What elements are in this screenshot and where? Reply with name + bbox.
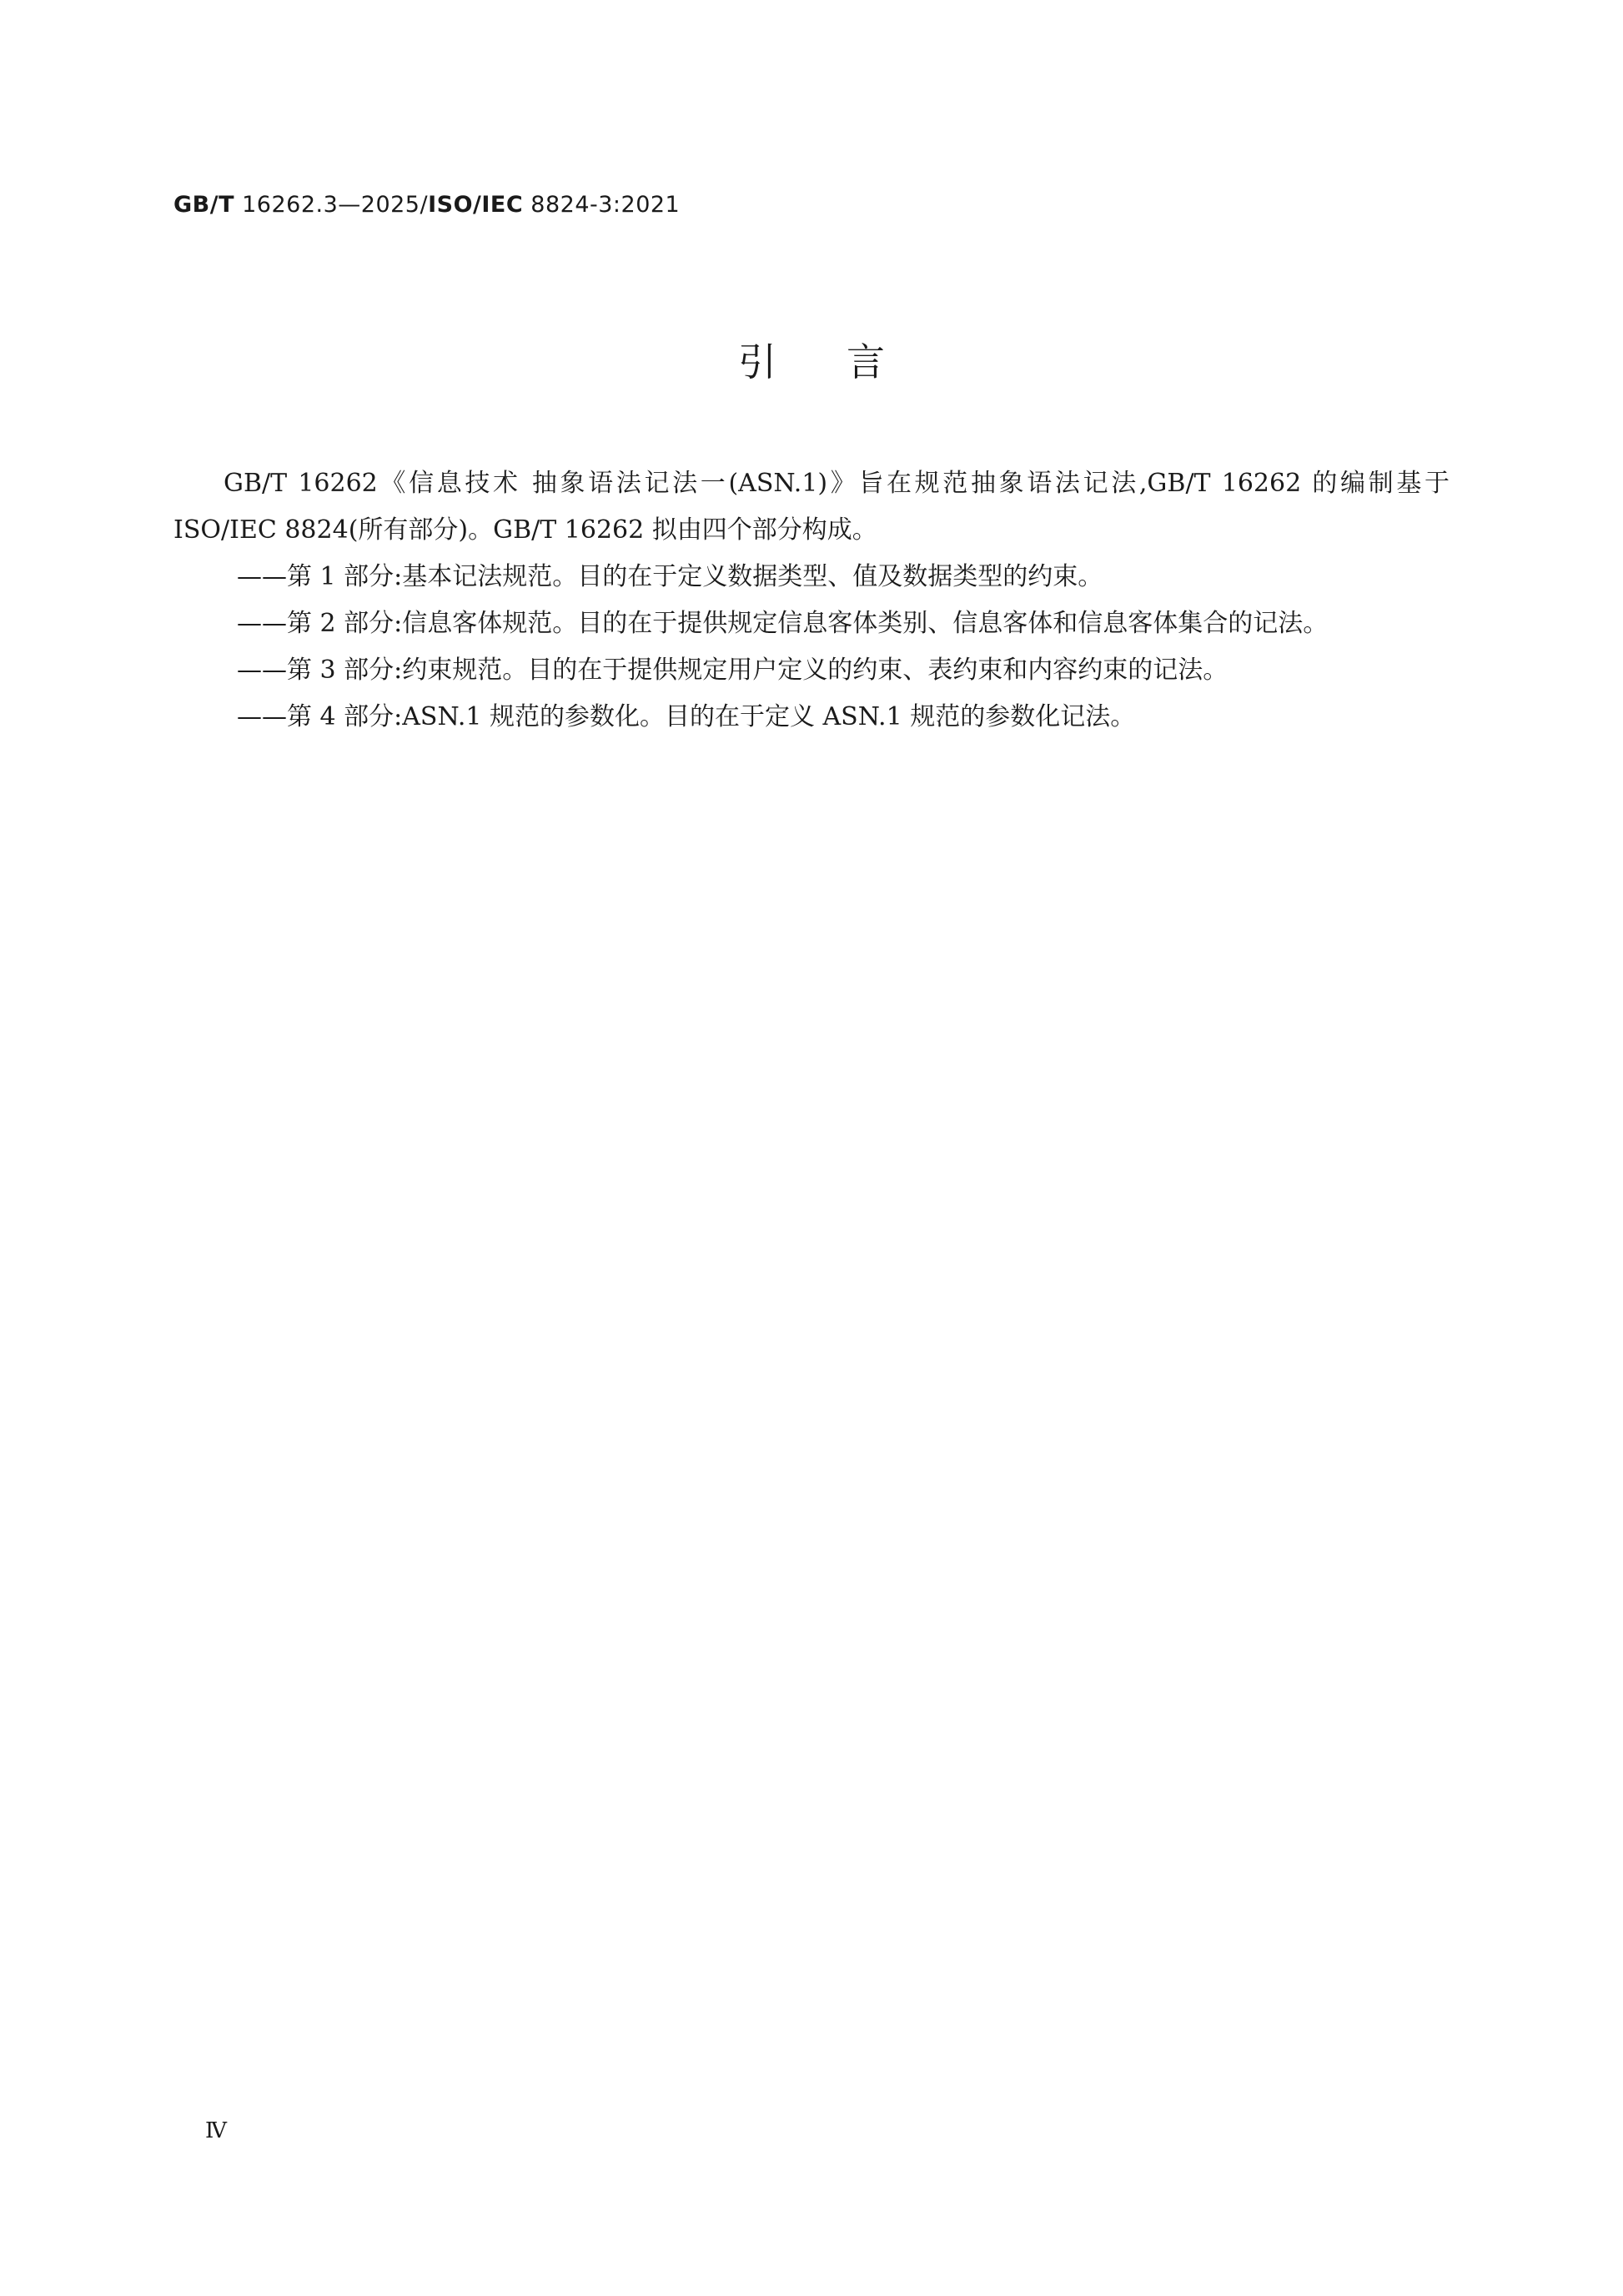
part-3-item: ——第 3 部分:约束规范。目的在于提供规定用户定义的约束、表约束和内容约束的记法。 bbox=[237, 656, 1229, 685]
part-2-item: ——第 2 部分:信息客体规范。目的在于提供规定信息客体类别、信息客体和信息客体集合的记法。 bbox=[237, 609, 1329, 638]
document-body bbox=[173, 460, 1450, 741]
page-number: Ⅳ bbox=[205, 2118, 227, 2143]
part-1-item: ——第 1 部分:基本记法规范。目的在于定义数据类型、值及数据类型的约束。 bbox=[237, 562, 1103, 591]
standard-code-header: GB/T 16262.3—2025/ISO/IEC 8824-3:2021 bbox=[173, 192, 681, 218]
page-title: 引言 bbox=[738, 339, 955, 384]
intro-paragraph: GB/T 16262《信息技术 抽象语法记法一(ASN.1)》旨在规范抽象语法记法,GB/T 16262 的编制基于 ISO/IEC 8824(所有部分)。GB/T 16262 拟由四个部分构成。 bbox=[173, 469, 1450, 545]
part-4-item: ——第 4 部分:ASN.1 规范的参数化。目的在于定义 ASN.1 规范的参数化记法。 bbox=[237, 702, 1136, 731]
